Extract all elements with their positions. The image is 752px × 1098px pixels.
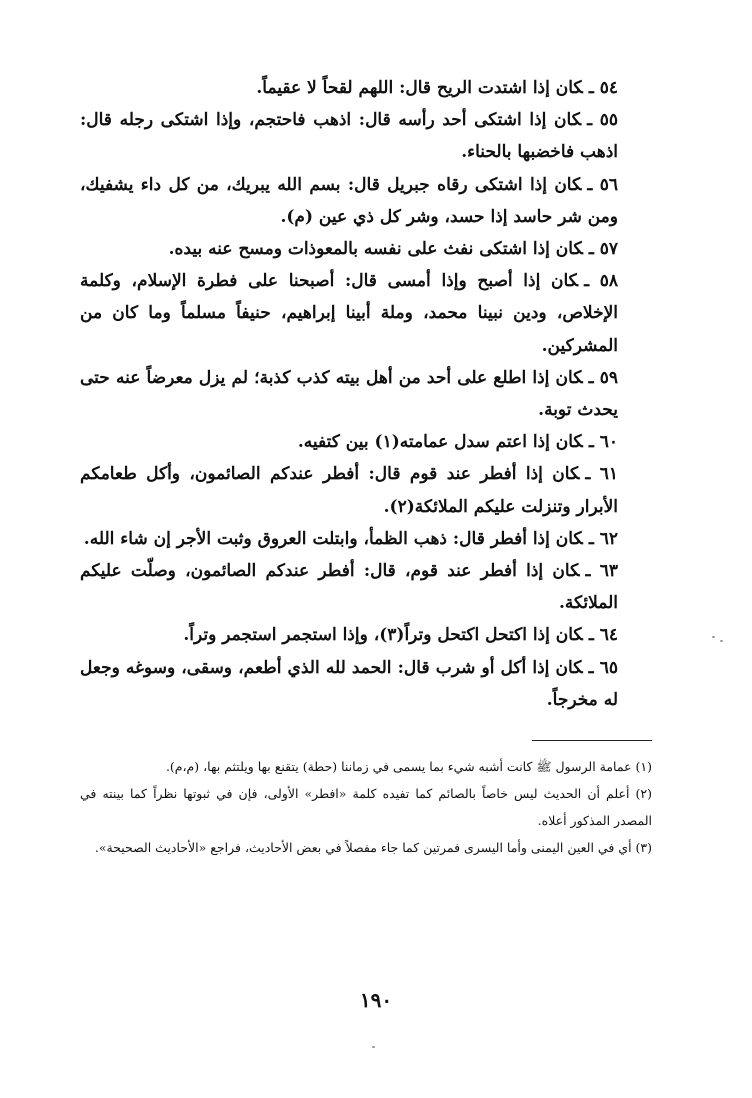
entry-number: ٥٧ ـ	[588, 239, 618, 260]
footnote-2: (٢) أعلم أن الحديث ليس خاصاً بالصائم كما تفيده كلمة «افطر» الأولى، فإن في ثبوتها نظراً كما بينته في المصدر المذكور أعلاه.	[80, 786, 652, 829]
entry-text: كان إذا أفطر عند قوم، قال: أفطر عندكم الصائمون، وصلّت عليكم الملائكة.	[80, 561, 618, 614]
entry-number: ٦١ ـ	[585, 464, 618, 485]
entry-number: ٥٥ ـ	[587, 110, 618, 131]
entry-text: كان إذا أفطر عند قوم قال: أفطر عندكم الصائمون، وأكل طعامكم الأبرار وتنزلت عليكم الملائكة(٢).	[80, 464, 618, 517]
entry-text: كان إذا اكتحل اكتحل وتراً(٣)، وإذا استجمر استجمر وتراً.	[183, 625, 583, 646]
hadith-entry	[80, 555, 652, 619]
hadith-entry	[80, 72, 652, 104]
hadith-entry	[80, 104, 652, 168]
hadith-entry	[80, 169, 652, 233]
footnote-3: (٣) أي في العين اليمنى وأما اليسرى فمرتين كما جاء مفصلاً في بعض الأحاديث، فراجع «الأحاديث الصحيحة».	[94, 840, 652, 856]
hadith-entry	[80, 619, 652, 651]
scan-speck	[720, 640, 723, 642]
entry-text: كان إذا أكل أو شرب قال: الحمد لله الذي أطعم، وسقى، وسوغه وجعل له مخرجاً.	[80, 657, 618, 710]
scan-speck	[372, 1046, 375, 1048]
entry-number: ٦٢ ـ	[588, 528, 618, 549]
hadith-list	[80, 72, 652, 716]
entry-text: كان إذا اعتم سدل عمامته(١) بين كتفيه.	[297, 432, 583, 453]
entry-number: ٦٤ ـ	[588, 625, 618, 646]
entry-text: كان إذا اطلع على أحد من أهل بيته كذب كذبة؛ لم يزل معرضاً عنه حتى يحدث توبة.	[80, 367, 618, 421]
entry-text: كان إذا اشتكى أحد رأسه قال: اذهب فاحتجم، وإذا اشتكى رجله قال: اذهب فاخضبها بالحناء.	[80, 110, 618, 163]
entry-number: ٦٥ ـ	[588, 657, 618, 678]
hadith-entry	[80, 652, 652, 716]
entry-text: كان إذا اشتدت الريح قال: اللهم لقحاً لا عقيماً.	[256, 78, 583, 98]
footnote-separator	[532, 740, 652, 741]
hadith-entry	[80, 233, 652, 265]
entry-number: ٥٤ ـ	[588, 78, 618, 98]
entry-number: ٥٨ ـ	[584, 271, 618, 292]
page-number: ١٩٠	[359, 988, 393, 1012]
hadith-entry	[80, 426, 652, 458]
entry-number: ٥٩ ـ	[588, 367, 618, 388]
entry-number: ٥٦ ـ	[587, 174, 618, 195]
hadith-entry	[80, 458, 652, 522]
hadith-entry	[80, 265, 652, 362]
entry-text: كان إذا أفطر قال: ذهب الظمأ، وابتلت العروق وثبت الأجر إن شاء الله.	[83, 528, 583, 549]
entry-number: ٦٠ ـ	[588, 432, 618, 453]
hadith-entry	[80, 523, 652, 555]
entry-text: كان إذا اشتكى رقاه جبريل قال: بسم الله يبريك، من كل داء يشفيك، ومن شر حاسد إذا حسد، وشر كل ذي عين (م).	[80, 174, 618, 227]
scan-speck	[712, 636, 715, 638]
entry-text: كان إذا اشتكى نفث على نفسه بالمعوذات ومسح عنه بيده.	[168, 239, 583, 260]
entry-text: كان إذا أصبح وإذا أمسى قال: أصبحنا على فطرة الإسلام، وكلمة الإخلاص، ودين نبينا محمد، وملة أبينا إبراهيم، حنيفاً مسلماً وما كان من المشركين.	[80, 271, 618, 356]
entry-number: ٦٣ ـ	[585, 561, 618, 582]
footnotes	[80, 753, 652, 861]
footnote-1: (١) عمامة الرسول ﷺ كانت أشبه شيء بما يسمى في زماننا (حطة) يتقنع بها ويلتثم بها، (م،م).	[165, 759, 652, 775]
hadith-entry	[80, 362, 652, 426]
